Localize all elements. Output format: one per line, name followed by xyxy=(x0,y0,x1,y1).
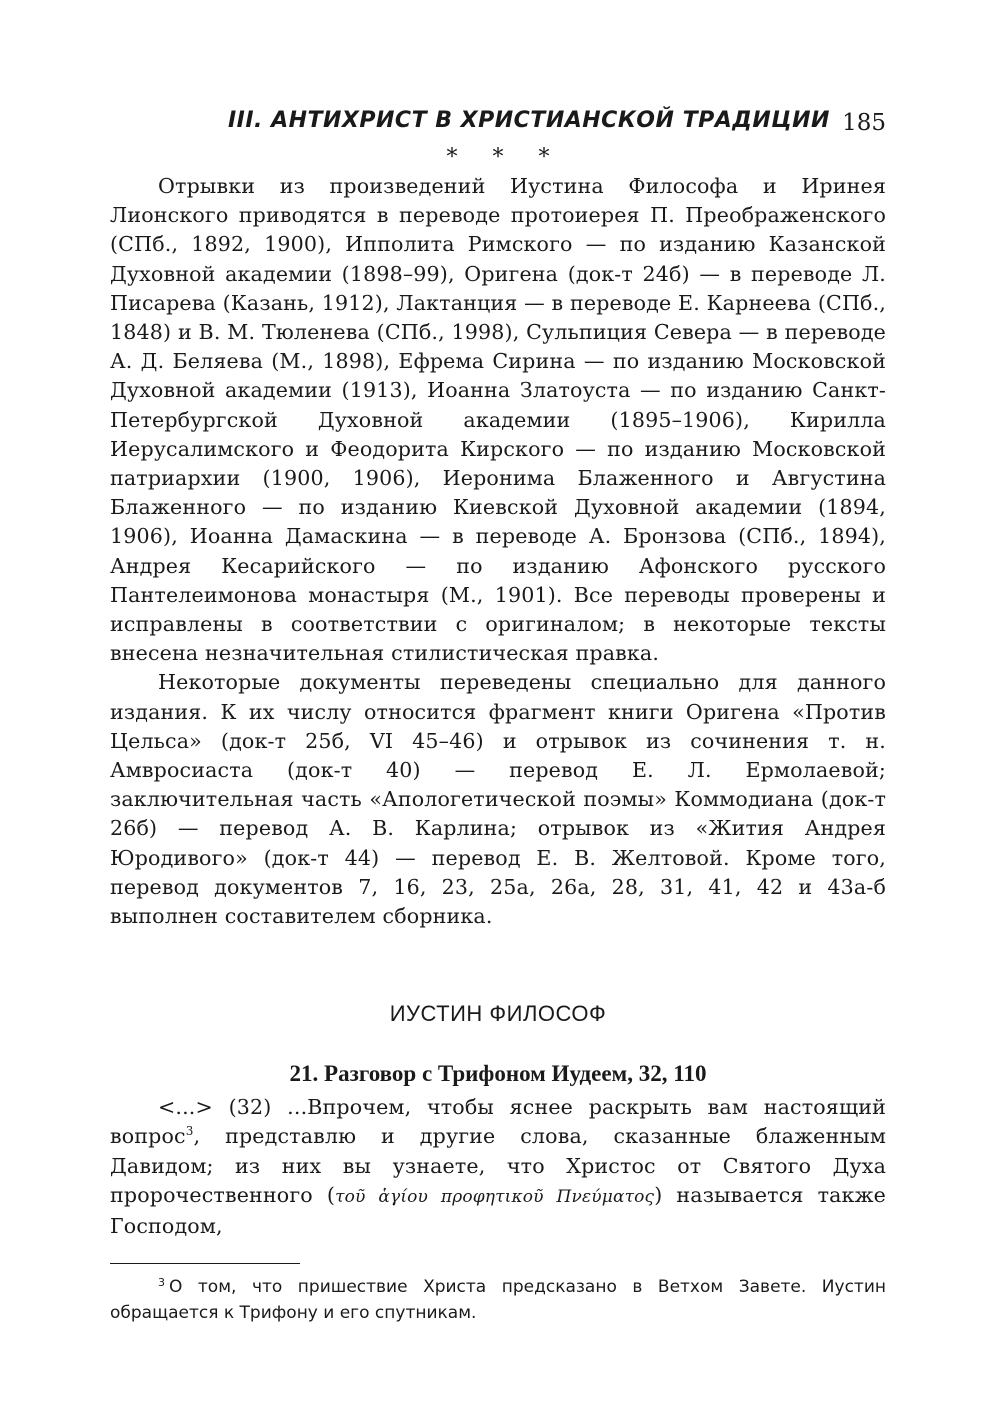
document-text-part-2: , представлю и другие слова, сказанные блаженным Давидом; из них вы узнаете, что Христос от Святого Духа пророчественного ( xyxy=(110,1124,886,1207)
running-head xyxy=(110,100,886,144)
paragraph-new-translations: Некоторые документы переведены специально для данного издания. К их числу относится фрагмент книги Оригена «Против Цельса» (док-т 25б, VI 45–46) и отрывок из сочинения т. н. Амвросиаста (док-т 40) — перевод Е. Л. Ермолаевой; заключительная часть «Апологетической поэмы» Коммодиана (док-т 26б) — перевод А. В. Карлина; отрывок из «Жития Андрея Юродивого» (док-т 44) — перевод Е. В. Желтовой. Кроме того, перевод документов 7, 16, 23, 25а, 26а, 28, 31, 41, 42 и 43а-б выполнен составителем сборника. xyxy=(110,670,886,929)
greek-phrase: τοῦ ἁγίου προφητικοῦ Πνεύματος xyxy=(335,1186,655,1207)
footnote-reference[interactable]: 3 xyxy=(185,1124,194,1139)
document-text-part-3: ) называется также Господом, xyxy=(110,1182,886,1239)
paragraph-translations-sources: Отрывки из произведений Иустина Философа и Иринея Лионского приводятся в переводе протоиерея П. Преображенского (СПб., 1892, 1900), Ипполита Римского — по изданию Казанской Духовной академии (1898–99), Оригена (док-т 24б) — в переводе Л. Писарева (Казань, 1912), Лактанция — в переводе Е. Карнеева (СПб., 1848) и В. М. Тюленева (СПб., 1998), Сульпиция Севера — в переводе А. Д. Беляева (М., 1898), Ефрема Сирина — по изданию Московской Духовной академии (1913), Иоанна Златоуста — по изданию Санкт-Петербургской Духовной академии (1895–1906), Кирилла Иерусалимского и Феодорита Кирского — по изданию Московской патриархии (1900, 1906), Иеронима Блаженного и Августина Блаженного — по изданию Киевской Духовной академии (1894, 1906), Иоанна Дамаскина — в переводе А. Бронзова (СПб., 1894), Андрея Кесарийского — по изданию Афонского русского Пантелеимонова монастыря (М., 1901). Все переводы проверены и исправлены в соответствии с оригиналом; в некоторые тексты внесена незначительная стилистическая правка. xyxy=(110,174,887,666)
footnote-divider xyxy=(110,1263,300,1264)
document-title: 21. Разговор с Трифоном Иудеем, 32, 110 xyxy=(289,1061,707,1087)
running-title: III. АНТИХРИСТ В ХРИСТИАНСКОЙ ТРАДИЦИИ xyxy=(228,108,830,133)
footnote-number: 3 xyxy=(158,1275,165,1289)
footnote xyxy=(110,1274,886,1326)
section-separator: * * * xyxy=(446,145,564,170)
footnote-text: О том, что пришествие Христа предсказано в Ветхом Завете. Иустин обращается к Трифону и его спутникам. xyxy=(110,1277,886,1324)
page-number: 185 xyxy=(842,110,886,136)
book-page xyxy=(110,100,886,1326)
document-text-part-1: <...> (32) ...Впрочем, чтобы яснее раскрыть вам настоящий вопрос xyxy=(110,1095,886,1149)
document-text xyxy=(110,1093,886,1241)
section-heading: ИУСТИН ФИЛОСОФ xyxy=(389,1001,607,1027)
